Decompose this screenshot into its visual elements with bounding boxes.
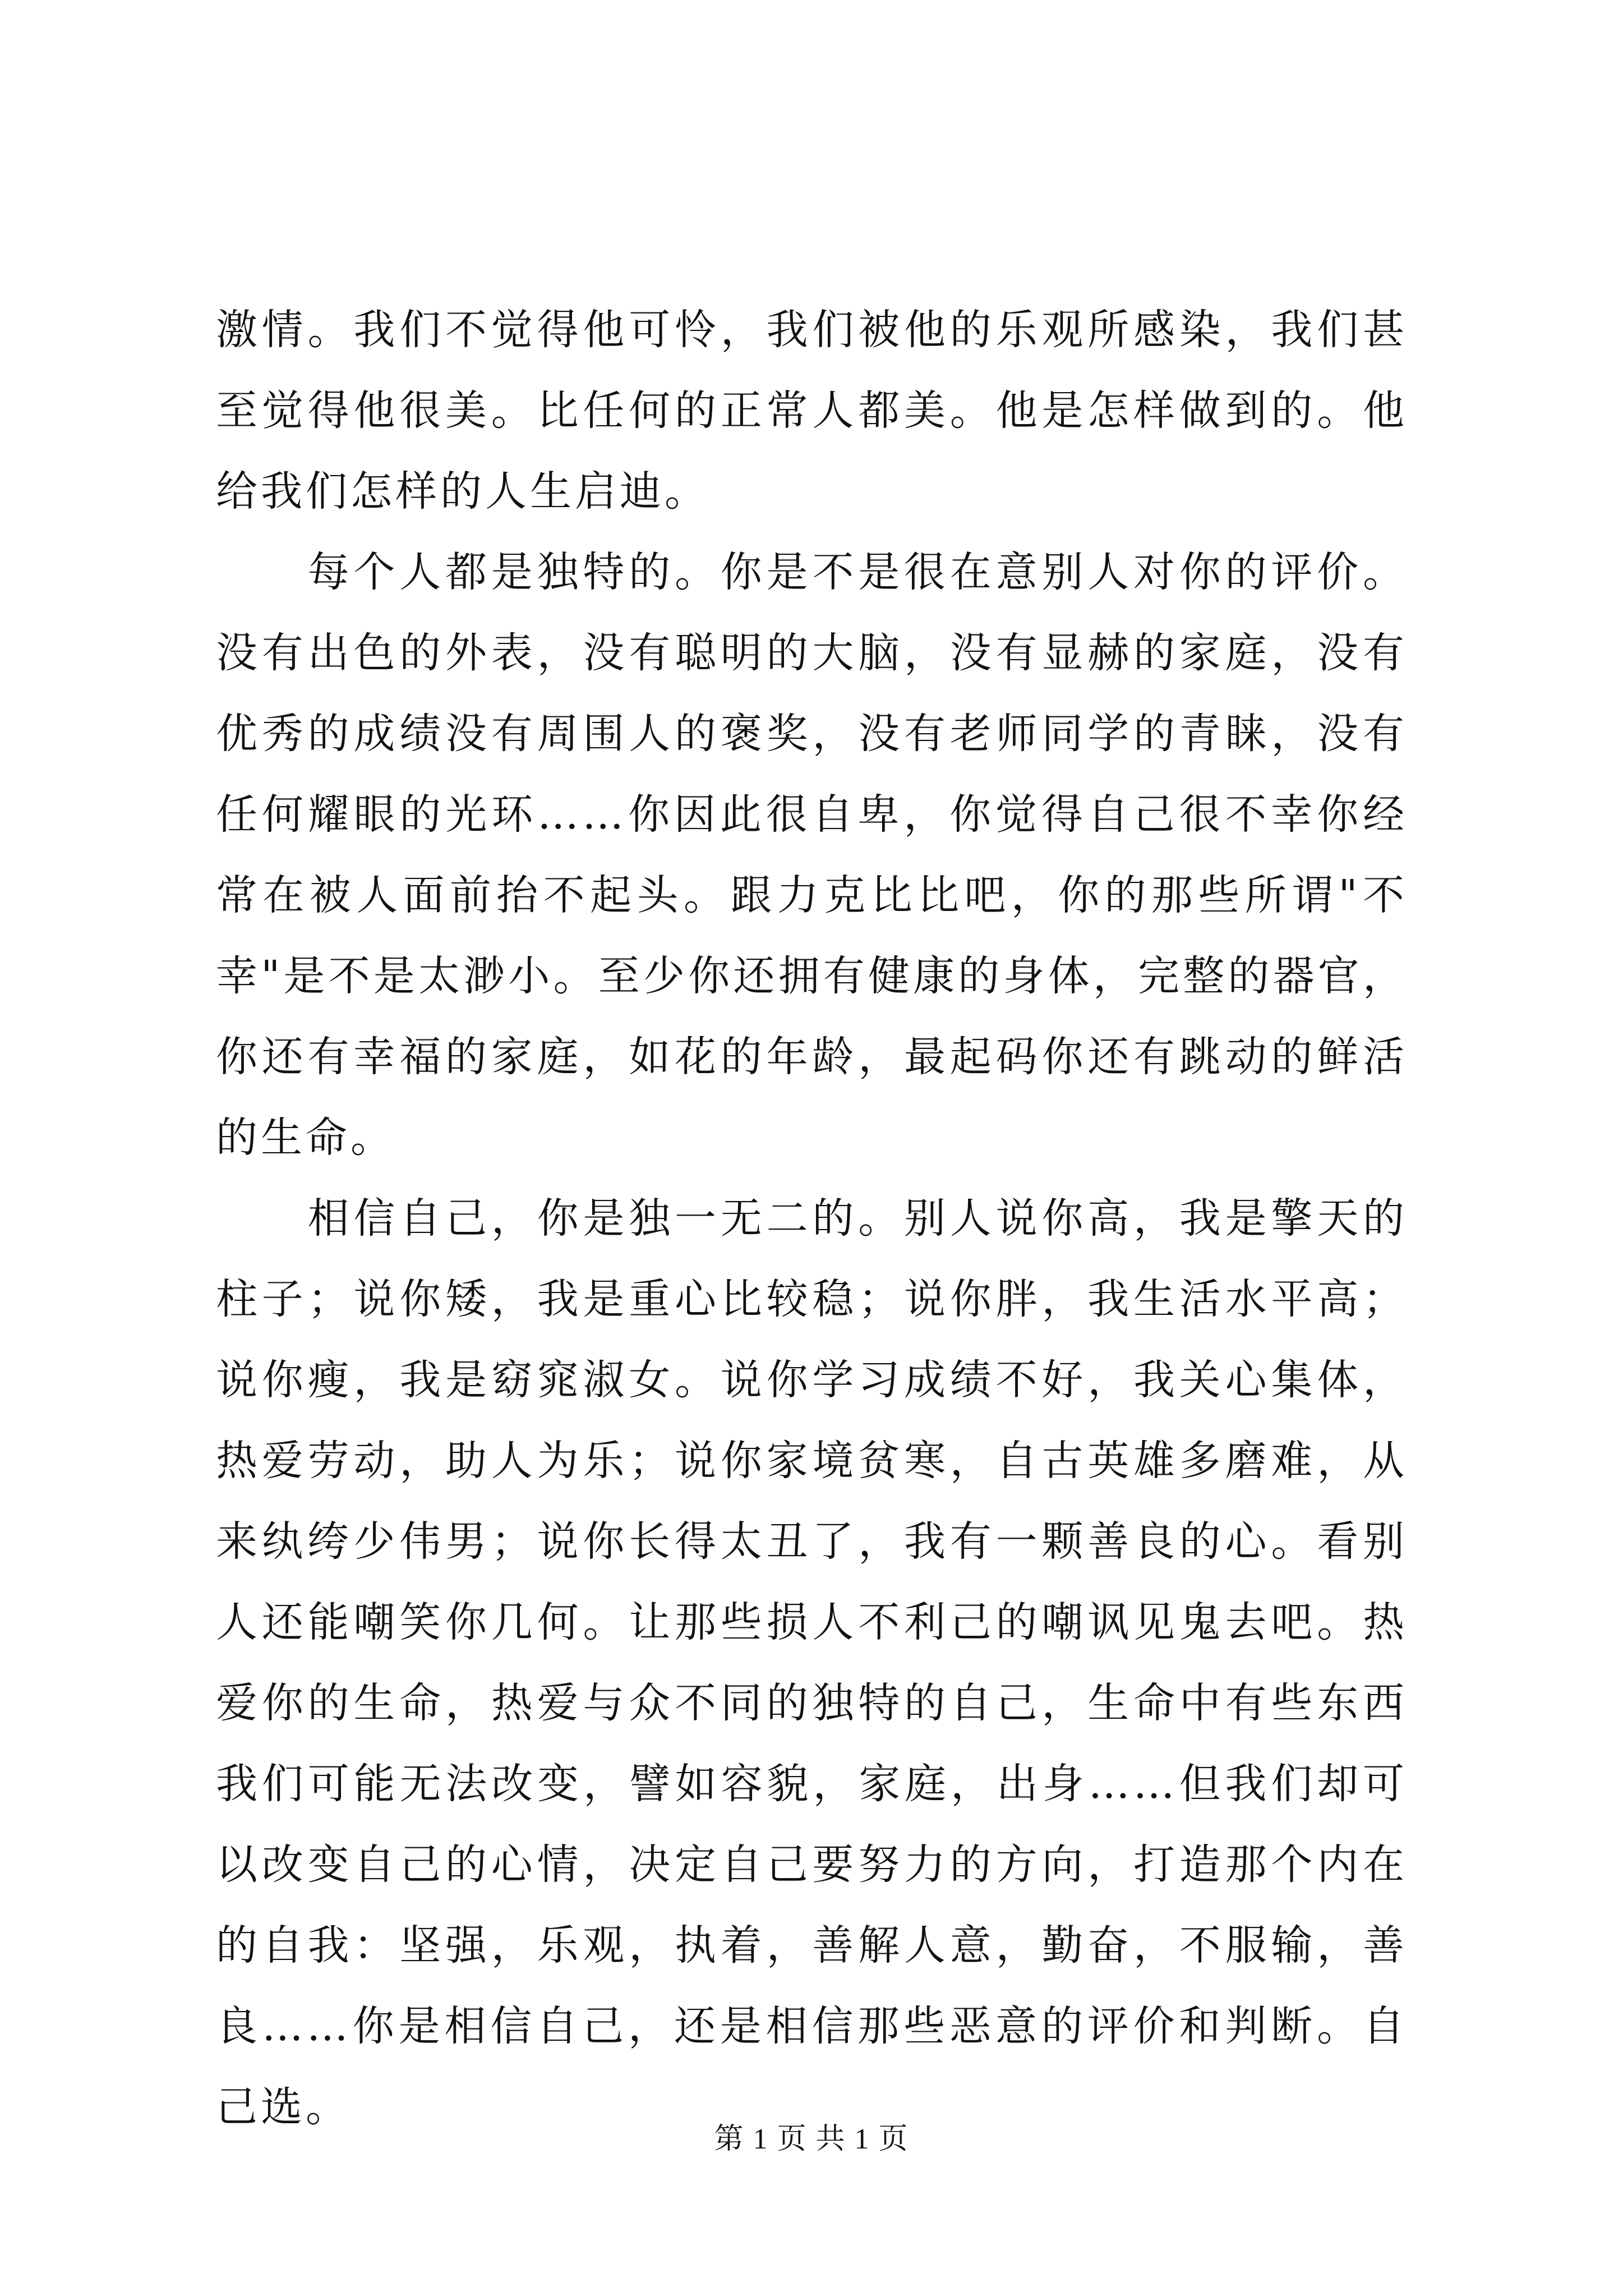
document-body: [216, 289, 1408, 2147]
paragraph-3: 相信自己，你是独一无二的。别人说你高，我是擎天的柱子；说你矮，我是重心比较稳；说你胖，我生活水平高；说你瘦，我是窈窕淑女。说你学习成绩不好，我关心集体，热爱劳动，助人为乐；说你家境贫寒，自古英雄多磨难，从来纨绔少伟男；说你长得太丑了，我有一颗善良的心。看别人还能嘲笑你几何。让那些损人不利己的嘲讽见鬼去吧。热爱你的生命，热爱与众不同的独特的自己，生命中有些东西我们可能无法改变，譬如容貌，家庭，出身……但我们却可以改变自己的心情，决定自己要努力的方向，打造那个内在的自我：坚强，乐观，执着，善解人意，勤奋，不服输，善良……你是相信自己，还是相信那些恶意的评价和判断。自己选。: [216, 1194, 1408, 2131]
page-footer: 第 1 页 共 1 页: [714, 2123, 909, 2155]
paragraph-2: 每个人都是独特的。你是不是很在意别人对你的评价。没有出色的外表，没有聪明的大脑，没有显赫的家庭，没有优秀的成绩没有周围人的褒奖，没有老师同学的青睐，没有任何耀眼的光环……你因此很自卑，你觉得自己很不幸你经常在被人面前抬不起头。跟力克比比吧，你的那些所谓"不幸"是不是太渺小。至少你还拥有健康的身体，完整的器官，你还有幸福的家庭，如花的年龄，最起码你还有跳动的鲜活的生命。: [216, 548, 1408, 1162]
paragraph-1: 激情。我们不觉得他可怜，我们被他的乐观所感染，我们甚至觉得他很美。比任何的正常人都美。他是怎样做到的。他给我们怎样的人生启迪。: [216, 306, 1408, 516]
